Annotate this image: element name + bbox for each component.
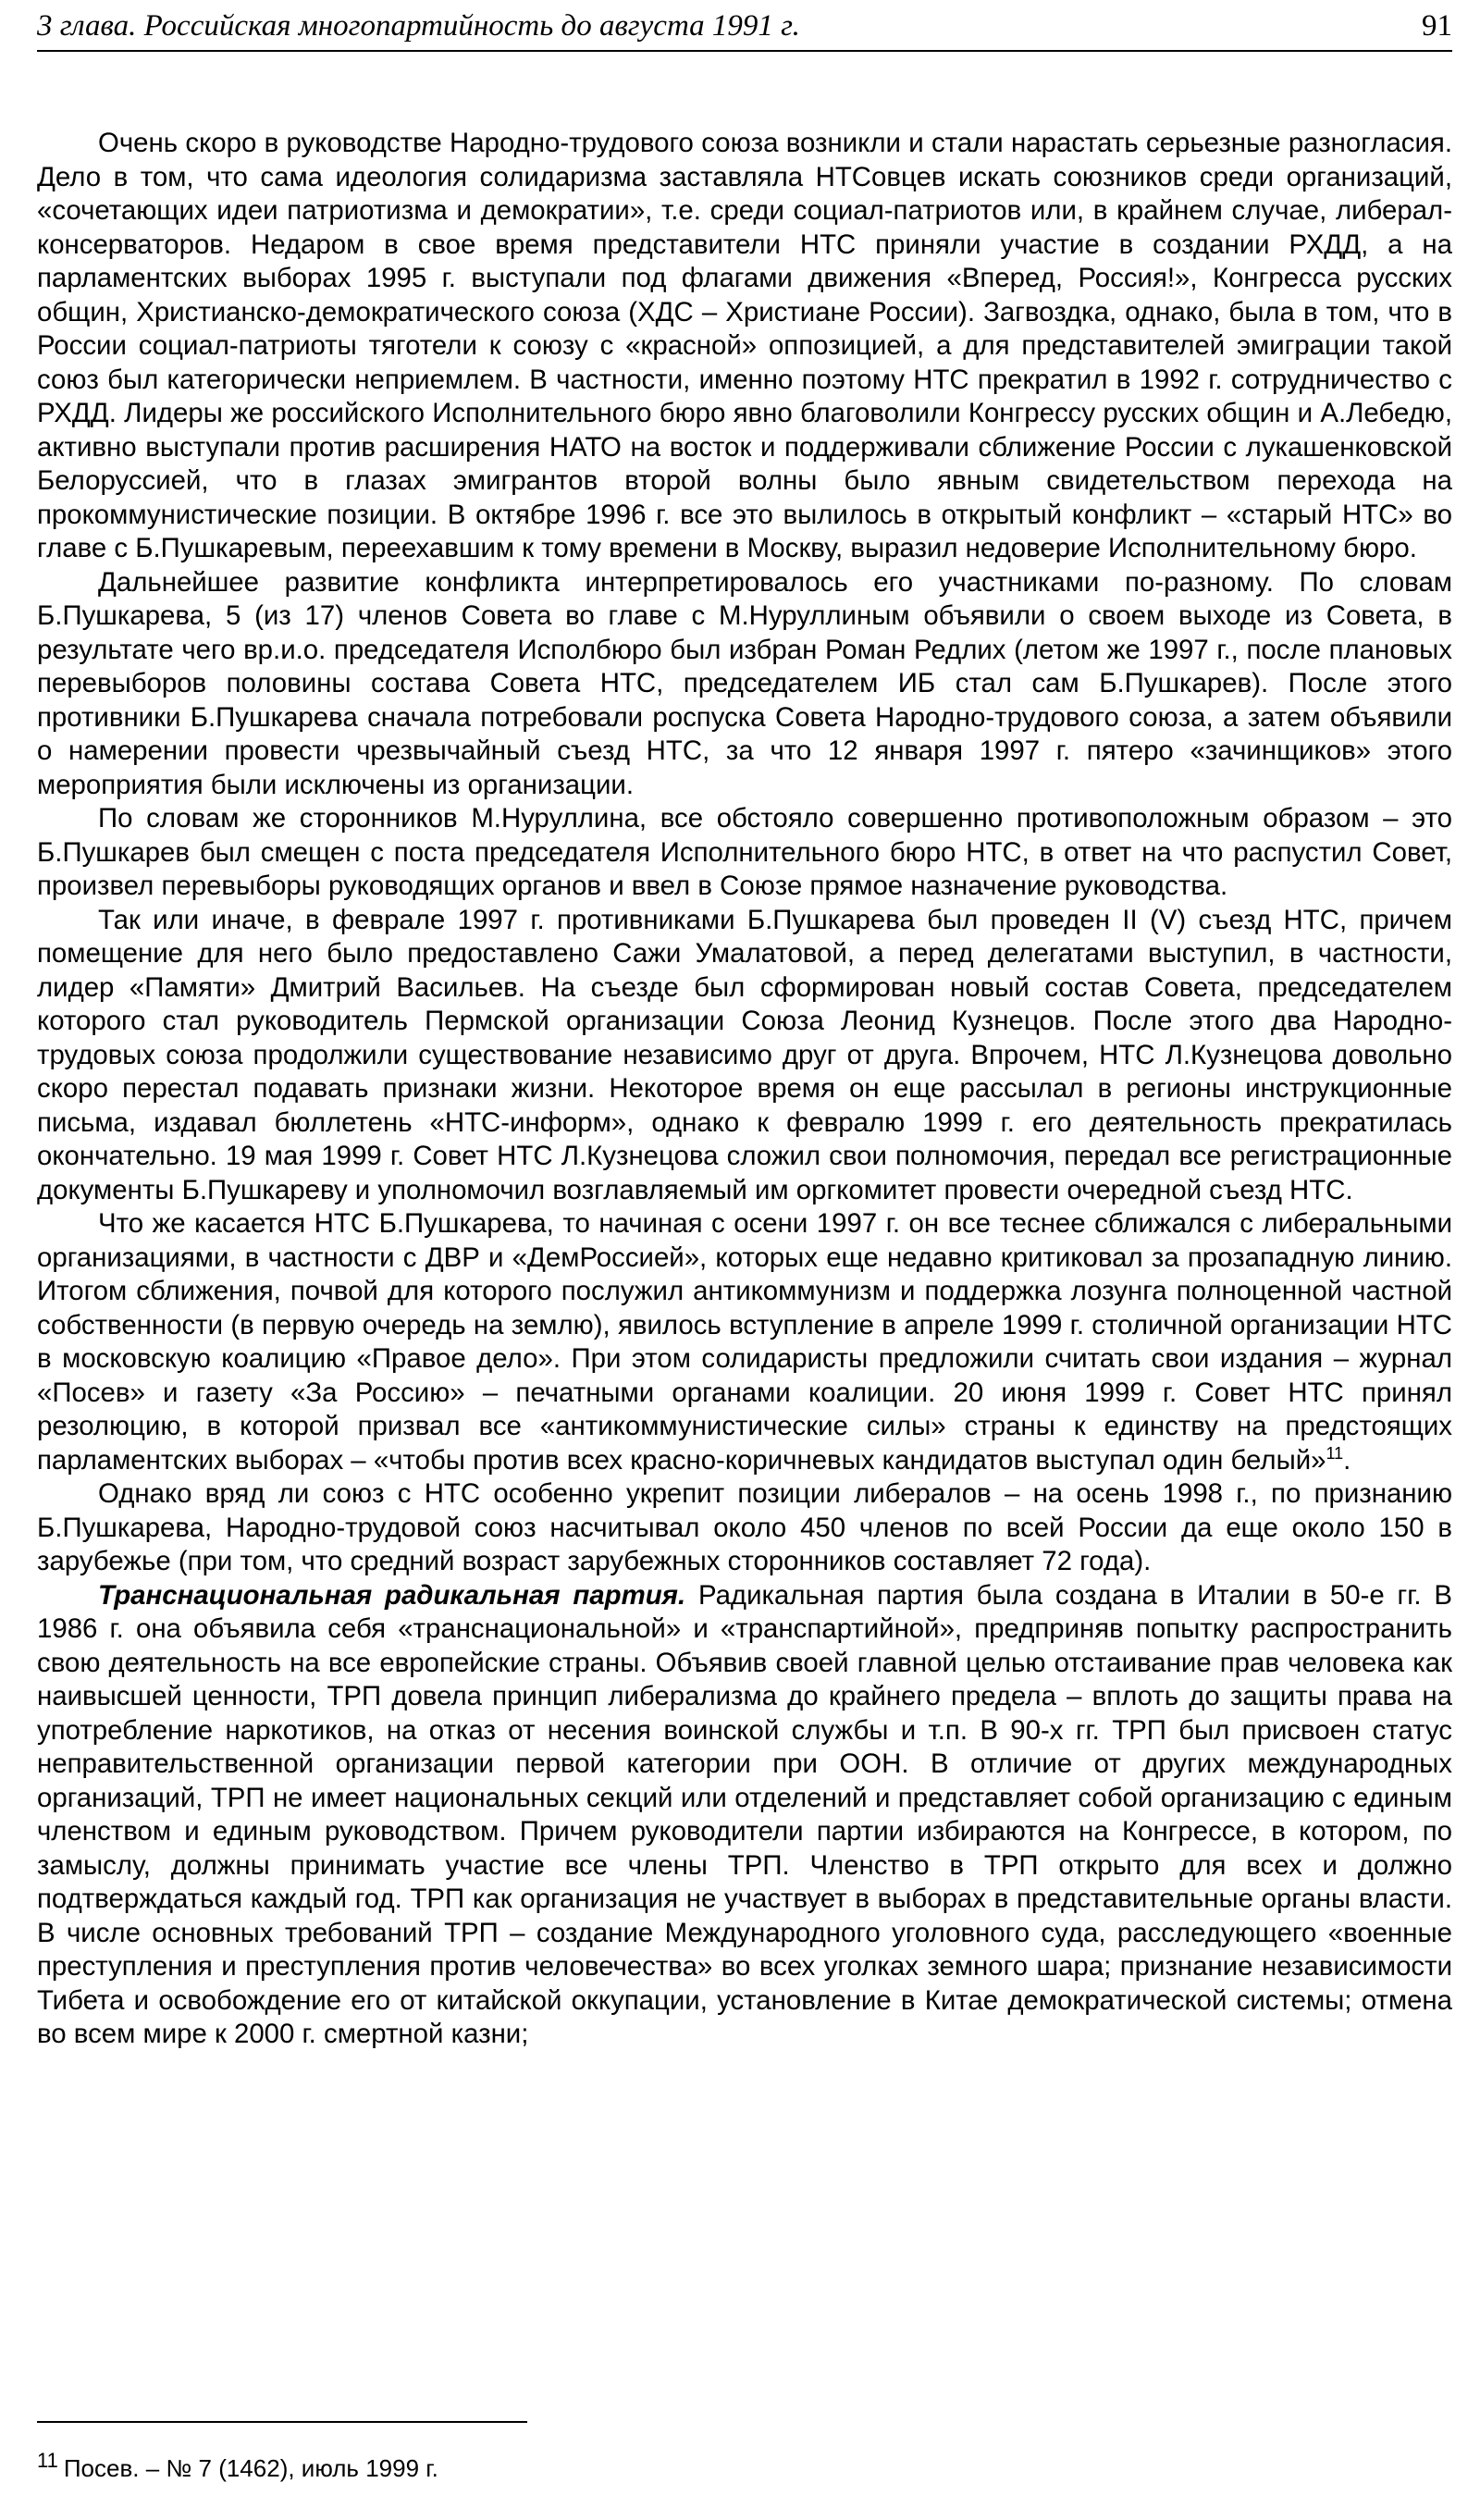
footnote-reference[interactable]: 11 xyxy=(1326,1443,1344,1463)
paragraph xyxy=(37,1579,1452,2052)
footnote xyxy=(37,2449,1147,2487)
paragraph: По словам же сторонников М.Нуруллина, все обстояло совершенно противоположным образом – это Б.Пушкарев был смещен с поста председателя Исполнительного бюро НТС, в ответ на что распустил Совет, произвел перевыборы руководящих органов и ввел в Союзе прямое назначение руководства. xyxy=(37,803,1452,901)
paragraph-text: Радикальная партия была создана в Италии в 50-е гг. В 1986 г. она объявила себя «транснациональной» и «транспартийной», предприняв попытку распространить свою деятельность на все европейские страны. Объявив своей главной целью отстаивание прав человека как наивысшей ценности, ТРП довела принцип либерализма до крайнего предела – вплоть до защиты права на употребление наркотиков, на отказ от несения воинской службы и т.п. В 90-х гг. ТРП был присвоен статус неправительственной организации первой категории при ООН. В отличие от других международных организаций, ТРП не имеет национальных секций или отделений и представляет собой организацию с единым членством и единым руководством. Причем руководители партии избираются на Конгрессе, в котором, по замыслу, должны принимать участие все члены ТРП. Членство в ТРП открыто для всех и должно подтверждаться каждый год. ТРП как организация не участвует в выборах в представительные органы власти. В числе основных требований ТРП – создание Международного уголовного суда, расследующего «военные преступления и преступления против человечества» во всех уголках земного шара; признание независимости Тибета и освобождение его от китайской оккупации, установление в Китае демократической системы; отмена во всем мире к 2000 г. смертной казни; xyxy=(37,1579,1452,2049)
body-text xyxy=(37,127,1452,2052)
paragraph-text: Что же касается НТС Б.Пушкарева, то начиная с осени 1997 г. он все теснее сближался с либеральными организациями, в частности с ДВР и «ДемРоссией», которых еще недавно критиковал за прозападную линию. Итогом сближения, почвой для которого послужил антикоммунизм и поддержка лозунга полноценной частной собственности (в первую очередь на землю), явилось вступление в апреле 1999 г. столичной организации НТС в московскую коалицию «Правое дело». При этом солидаристы предложили считать свои издания – журнал «Посев» и газету «За Россию» – печатными органами коалиции. 20 июня 1999 г. Совет НТС принял резолюцию, в которой призвал все «антикоммунистические силы» страны к единству на предстоящих парламентских выборах – «чтобы против всех красно-коричневых кандидатов выступал один белый» xyxy=(37,1208,1452,1476)
footnote-divider xyxy=(37,2421,527,2423)
paragraph: Дальнейшее развитие конфликта интерпретировалось его участниками по-разному. По словам Б.Пушкарева, 5 (из 17) членов Совета во главе с М.Нуруллиным объявили о своем выходе из Совета, в результате чего вр.и.о. председателя Исполбюро был избран Роман Редлих (летом же 1997 г., после плановых перевыборов половины состава Совета НТС, председателем ИБ стал сам Б.Пушкарев). После этого противники Б.Пушкарева сначала потребовали роспуска Совета Народно-трудового союза, а затем объявили о намерении провести чрезвычайный съезд НТС, за что 12 января 1997 г. пятеро «зачинщиков» этого мероприятия были исключены из организации. xyxy=(37,566,1452,800)
footnote-number: 11 xyxy=(37,2449,58,2472)
paragraph: Однако вряд ли союз с НТС особенно укрепит позиции либералов – на осень 1998 г., по признанию Б.Пушкарева, Народно-трудовой союз насчитывал около 450 членов по всей России да еще около 150 в зарубежье (при том, что средний возраст зарубежных сторонников составляет 72 года). xyxy=(37,1478,1452,1576)
paragraph-tail: . xyxy=(1343,1444,1351,1476)
footnote-text: Посев. – № 7 (1462), июль 1999 г. xyxy=(63,2454,438,2482)
section-lead: Транснациональная радикальная партия. xyxy=(98,1579,686,1611)
paragraph: Очень скоро в руководстве Народно-трудового союза возникли и стали нарастать серьезные разногласия. Дело в том, что сама идеология солидаризма заставляла НТСовцев искать союзников среди организаций, «сочетающих идеи патриотизма и демократии», т.е. среди социал-патриотов или, в крайнем случае, либерал-консерваторов. Недаром в свое время представители НТС приняли участие в создании РХДД, а на парламентских выборах 1995 г. выступали под флагами движения «Вперед, Россия!», Конгресса русских общин, Христианско-демократического союза (ХДС – Христиане России). Загвоздка, однако, была в том, что в России социал-патриоты тяготели к союзу с «красной» оппозицией, а для представителей эмиграции такой союз был категорически неприемлем. В частности, именно поэтому НТС прекратил в 1992 г. сотрудничество с РХДД. Лидеры же российского Исполнительного бюро явно благоволили Конгрессу русских общин и А.Лебедю, активно выступали против расширения НАТО на восток и поддерживали сближение России с лукашенковской Белоруссией, что в глазах эмигрантов второй волны было явным свидетельством перехода на прокоммунистические позиции. В октябре 1996 г. все это вылилось в открытый конфликт – «старый НТС» во главе с Б.Пушкаревым, переехавшим к тому времени в Москву, выразил недоверие Исполнительному бюро. xyxy=(37,128,1452,563)
running-header xyxy=(37,2,1452,52)
paragraph: Так или иначе, в феврале 1997 г. противниками Б.Пушкарева был проведен II (V) съезд НТС, причем помещение для него было предоставлено Сажи Умалатовой, а перед делегатами выступил, в частности, лидер «Памяти» Дмитрий Васильев. На съезде был сформирован новый состав Совета, председателем которого стал руководитель Пермской организации Союза Леонид Кузнецов. После этого два Народно-трудовых союза продолжили существование независимо друг от друга. Впрочем, НТС Л.Кузнецова довольно скоро перестал подавать признаки жизни. Некоторое время он еще рассылал в регионы инструкционные письма, издавал бюллетень «НТС-информ», однако к февралю 1999 г. его деятельность прекратилась окончательно. 19 мая 1999 г. Совет НТС Л.Кузнецова сложил свои полномочия, передал все регистрационные документы Б.Пушкареву и уполномочил возглавляемый им оргкомитет провести очередной съезд НТС. xyxy=(37,904,1452,1205)
paragraph xyxy=(37,1207,1452,1477)
page-number: 91 xyxy=(1422,9,1452,43)
chapter-title: 3 глава. Российская многопартийность до августа 1991 г. xyxy=(37,9,800,43)
